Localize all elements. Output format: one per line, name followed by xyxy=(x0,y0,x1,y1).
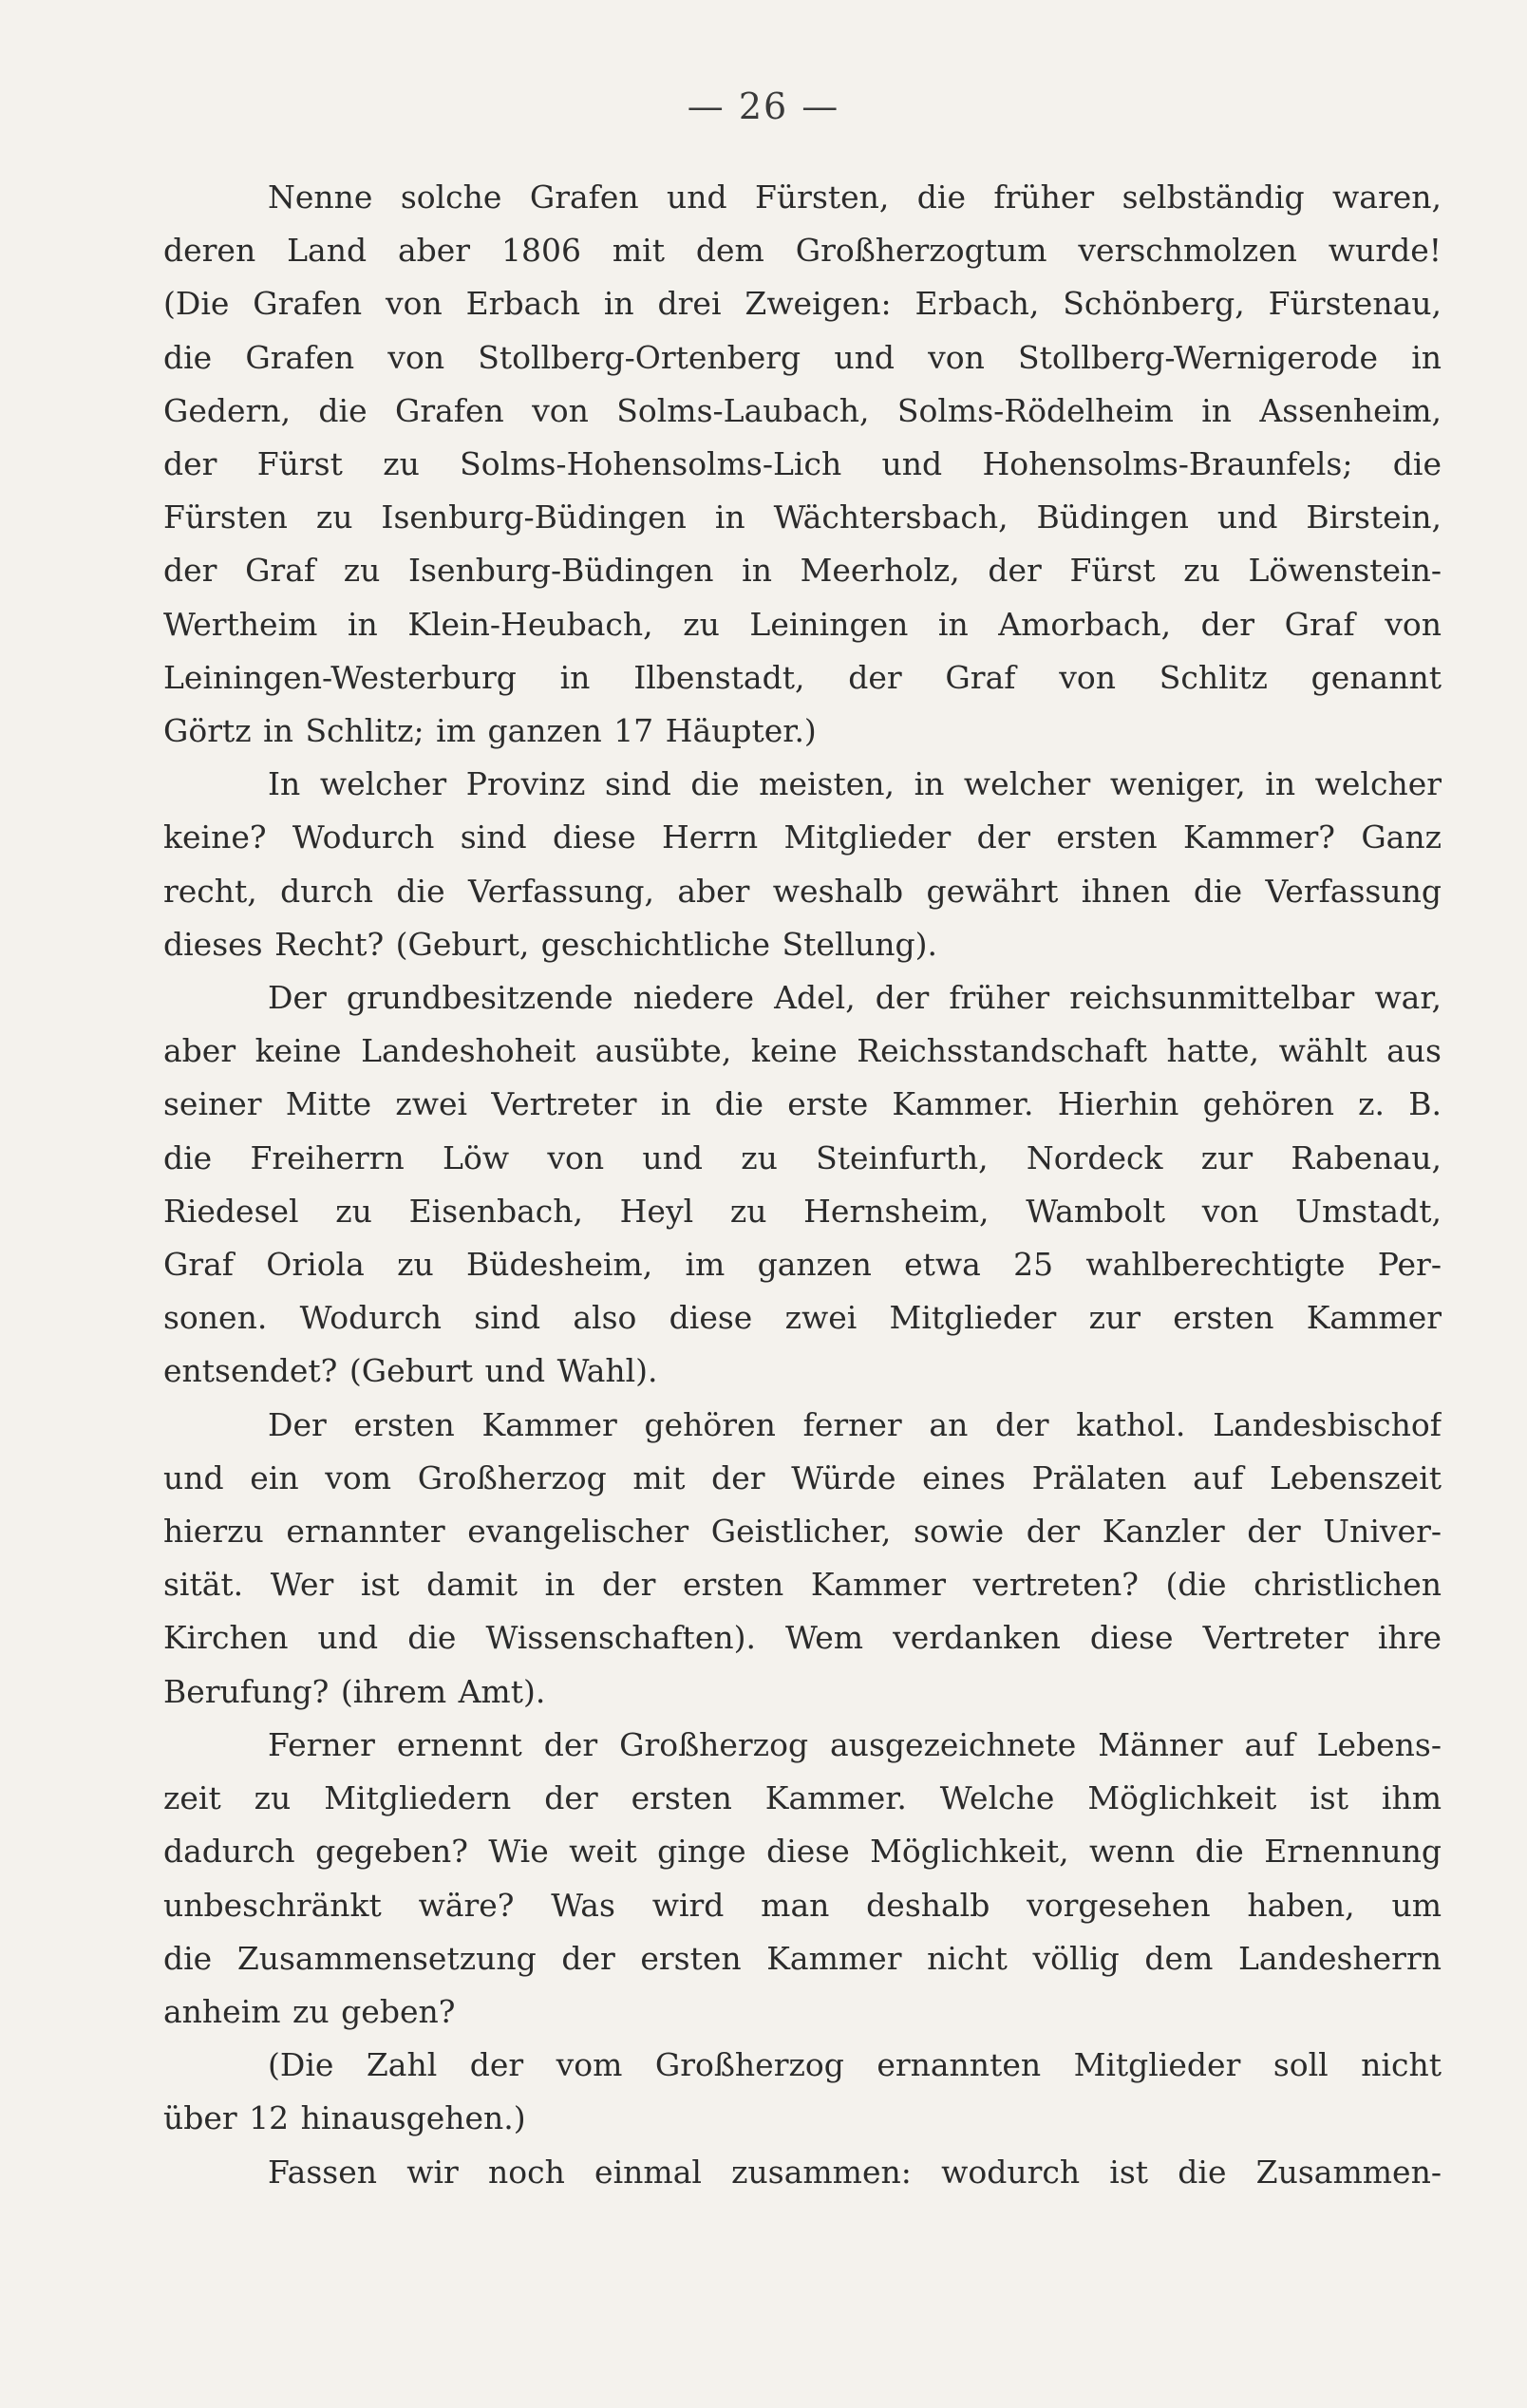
text-line: sonen. Wodurch sind also diese zwei Mitglieder zur ersten Kammer xyxy=(163,1299,1442,1337)
text-line: Fassen wir noch einmal zusammen: wodurch ist die Zusammen- xyxy=(268,2153,1442,2191)
text-line: Leiningen-Westerburg in Ilbenstadt, der Graf von Schlitz genannt xyxy=(163,658,1442,696)
page-number: — 26 — xyxy=(687,85,840,127)
text-line: In welcher Provinz sind die meisten, in welcher weniger, in welcher xyxy=(268,765,1442,803)
paragraph-7 xyxy=(163,2146,1442,2199)
text-line: dadurch gegeben? Wie weit ginge diese Möglichkeit, wenn die Ernennung xyxy=(163,1833,1442,1871)
text-line: anheim zu geben? xyxy=(163,1992,456,2030)
text-line: Görtz in Schlitz; im ganzen 17 Häupter.) xyxy=(163,712,817,750)
paragraph-6 xyxy=(163,2039,1442,2145)
text-line: die Freiherrn Löw von und zu Steinfurth, Nordeck zur Rabenau, xyxy=(163,1138,1442,1176)
paragraph-5 xyxy=(163,1719,1442,2039)
text-line: der Graf zu Isenburg-Büdingen in Meerholz, der Fürst zu Löwenstein- xyxy=(163,552,1442,590)
text-line: Wertheim in Klein-Heubach, zu Leiningen in Amorbach, der Graf von xyxy=(163,605,1442,643)
paragraph-1 xyxy=(163,171,1442,758)
text-line: Fürsten zu Isenburg-Büdingen in Wächtersbach, Büdingen und Birstein, xyxy=(163,499,1442,536)
text-line: unbeschränkt wäre? Was wird man deshalb vorgesehen haben, um xyxy=(163,1886,1442,1924)
body-text xyxy=(163,171,1442,2199)
text-line: Riedesel zu Eisenbach, Heyl zu Hernsheim, Wambolt von Umstadt, xyxy=(163,1192,1442,1230)
text-line: über 12 hinausgehen.) xyxy=(163,2099,526,2137)
paragraph-4 xyxy=(163,1399,1442,1719)
text-line: zeit zu Mitgliedern der ersten Kammer. Welche Möglichkeit ist ihm xyxy=(163,1779,1442,1817)
text-line: entsendet? (Geburt und Wahl). xyxy=(163,1352,658,1390)
text-line: Der ersten Kammer gehören ferner an der kathol. Landesbischof xyxy=(268,1405,1442,1443)
text-line: recht, durch die Verfassung, aber weshalb gewährt ihnen die Verfassung xyxy=(163,872,1442,910)
text-line: deren Land aber 1806 mit dem Großherzogtum verschmolzen wurde! xyxy=(163,232,1442,270)
text-line: sität. Wer ist damit in der ersten Kammer vertreten? (die christlichen xyxy=(163,1566,1442,1604)
text-line: Nenne solche Grafen und Fürsten, die früher selbständig waren, xyxy=(268,179,1442,216)
paragraph-3 xyxy=(163,971,1442,1399)
text-line: Gedern, die Grafen von Solms-Laubach, Solms-Rödelheim in Assenheim, xyxy=(163,391,1442,429)
text-line: seiner Mitte zwei Vertreter in die erste Kammer. Hierhin gehören z. B. xyxy=(163,1085,1442,1123)
text-line: Kirchen und die Wissenschaften). Wem verdanken diese Vertreter ihre xyxy=(163,1619,1442,1657)
text-line: hierzu ernannter evangelischer Geistlicher, sowie der Kanzler der Univer- xyxy=(163,1513,1442,1551)
text-line: Berufung? (ihrem Amt). xyxy=(163,1672,546,1710)
text-line: Graf Oriola zu Büdesheim, im ganzen etwa 25 wahlberechtigte Per- xyxy=(163,1246,1442,1284)
text-line: (Die Grafen von Erbach in drei Zweigen: Erbach, Schönberg, Fürstenau, xyxy=(163,285,1442,323)
text-line: der Fürst zu Solms-Hohensolms-Lich und Hohensolms-Braunfels; die xyxy=(163,445,1442,483)
text-line: dieses Recht? (Geburt, geschichtliche Stellung). xyxy=(163,925,938,963)
text-line: die Zusammensetzung der ersten Kammer nicht völlig dem Landesherrn xyxy=(163,1939,1442,1977)
text-line: Der grundbesitzende niedere Adel, der früher reichsunmittelbar war, xyxy=(268,979,1442,1017)
text-line: aber keine Landeshoheit ausübte, keine Reichsstandschaft hatte, wählt aus xyxy=(163,1032,1442,1070)
text-line: die Grafen von Stollberg-Ortenberg und von Stollberg-Wernigerode in xyxy=(163,338,1442,376)
text-line: und ein vom Großherzog mit der Würde eines Prälaten auf Lebenszeit xyxy=(163,1458,1442,1496)
text-line: keine? Wodurch sind diese Herrn Mitglieder der ersten Kammer? Ganz xyxy=(163,818,1442,856)
text-line: (Die Zahl der vom Großherzog ernannten Mitglieder soll nicht xyxy=(268,2046,1442,2084)
paragraph-2 xyxy=(163,758,1442,971)
text-line: Ferner ernennt der Großherzog ausgezeichnete Männer auf Lebens- xyxy=(268,1725,1442,1763)
